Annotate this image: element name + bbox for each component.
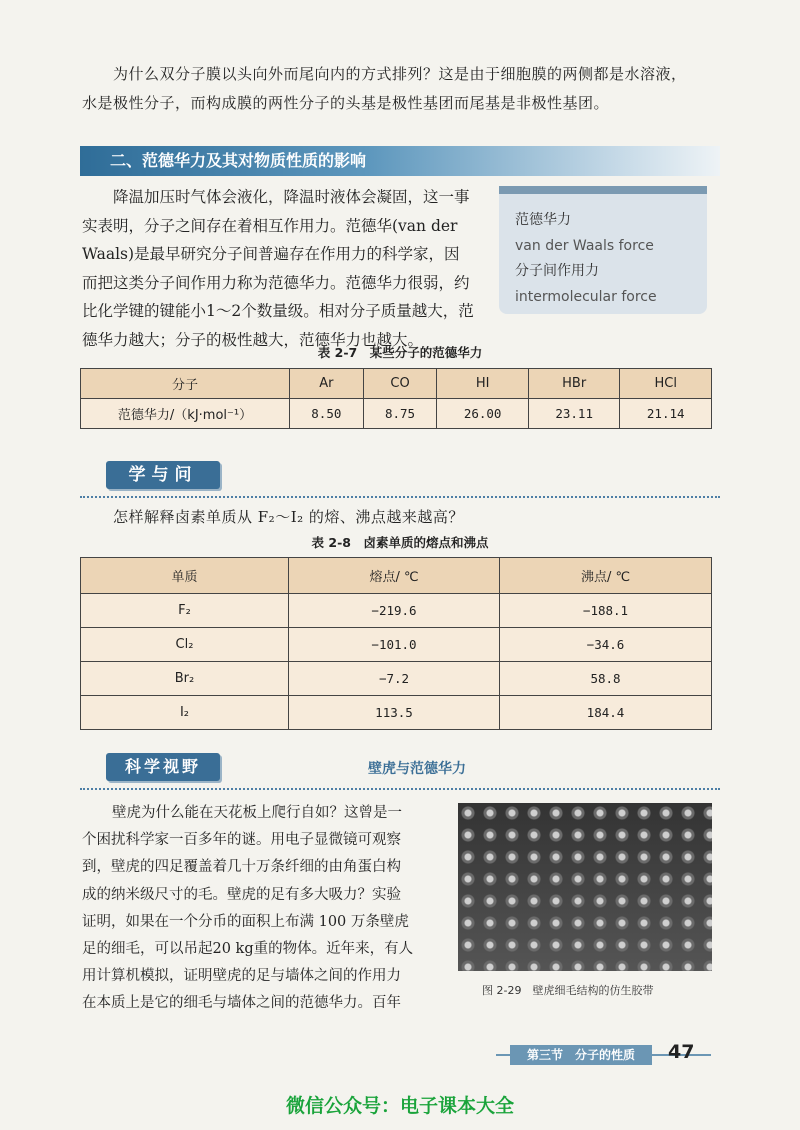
table-row-label: F₂ xyxy=(81,594,289,628)
glossary-term-zh: 分子间作用力 xyxy=(515,263,599,279)
table-cell: 58.8 xyxy=(500,662,712,696)
table-cell: −34.6 xyxy=(500,628,712,662)
science-para-line: 到，壁虎的四足覆盖着几十万条纤细的由角蛋白构 xyxy=(82,859,401,876)
table-cell: 21.14 xyxy=(620,399,712,429)
table-cell: −219.6 xyxy=(289,594,500,628)
section-heading: 二、范德华力及其对物质性质的影响 xyxy=(80,146,720,176)
science-para-line: 证明，如果在一个分币的面积上布满 100 万条壁虎 xyxy=(82,913,409,930)
section-para-line: 实表明，分子之间存在着相互作用力。范德华(van der xyxy=(82,216,458,235)
table-header-cell: Ar xyxy=(290,369,364,399)
science-para-line: 足的细毛，可以吊起20 kg重的物体。近年来，有人 xyxy=(82,941,414,958)
table-header-cell: 熔点/ ℃ xyxy=(289,558,500,594)
table-header-cell: HCl xyxy=(620,369,712,399)
table-cell: 26.00 xyxy=(437,399,529,429)
table-row-label: I₂ xyxy=(81,696,289,730)
table-cell: −188.1 xyxy=(500,594,712,628)
footer-section-label: 第三节 分子的性质 xyxy=(510,1045,652,1065)
table-header-cell: 单质 xyxy=(81,558,289,594)
section-para-line: Waals)是最早研究分子间普遍存在作用力的科学家，因 xyxy=(82,245,460,263)
table-cell: 8.50 xyxy=(290,399,364,429)
science-para-line: 在本质上是它的细毛与墙体之间的范德华力。百年 xyxy=(82,995,401,1012)
table-cell: 8.75 xyxy=(363,399,437,429)
table-header-cell: HI xyxy=(437,369,529,399)
intro-line-1: 为什么双分子膜以头向外而尾向内的方式排列？这是由于细胞膜的两侧都是水溶液， xyxy=(113,65,687,83)
table-header-cell: HBr xyxy=(528,369,620,399)
section-paragraph xyxy=(82,183,496,354)
table-header-cell: 沸点/ ℃ xyxy=(500,558,712,594)
science-paragraph xyxy=(82,800,452,1018)
science-badge: 科学视野 xyxy=(106,753,220,781)
glossary-term-en: van der Waals force xyxy=(515,237,654,254)
table-row-label: Br₂ xyxy=(81,662,289,696)
table-cell: 113.5 xyxy=(289,696,500,730)
table-2-7 xyxy=(80,368,712,429)
table-cell: 184.4 xyxy=(500,696,712,730)
glossary-box xyxy=(499,186,707,314)
science-para-line: 用计算机模拟，证明壁虎的足与墙体之间的作用力 xyxy=(82,968,401,985)
science-para-line: 壁虎为什么能在天花板上爬行自如？这曾是一 xyxy=(112,805,402,821)
table-header-cell: CO xyxy=(363,369,437,399)
table-2-8 xyxy=(80,557,712,730)
section-para-line: 德华力越大；分子的极性越大，范德华力也越大。 xyxy=(82,330,424,349)
section-para-line: 比化学键的键能小1～2个数量级。相对分子质量越大，范 xyxy=(82,302,474,320)
table-row-label: 范德华力/（kJ·mol⁻¹） xyxy=(81,399,290,429)
table-cell: −7.2 xyxy=(289,662,500,696)
study-badge: 学与问 xyxy=(106,461,220,489)
table-cell: −101.0 xyxy=(289,628,500,662)
table-header-cell: 分子 xyxy=(81,369,290,399)
study-question: 怎样解释卤素单质从 F₂～I₂ 的熔、沸点越来越高？ xyxy=(113,508,464,526)
table-2-7-caption: 表 2-7 某些分子的范德华力 xyxy=(317,345,483,360)
watermark-text: 微信公众号：电子课本大全 xyxy=(285,1095,514,1117)
table-cell: 23.11 xyxy=(528,399,620,429)
glossary-term-zh: 范德华力 xyxy=(515,212,571,228)
study-divider xyxy=(80,496,720,498)
table-row-label: Cl₂ xyxy=(81,628,289,662)
figure-caption: 图 2-29 壁虎细毛结构的仿生胶带 xyxy=(482,984,654,997)
science-title: 壁虎与范德华力 xyxy=(368,761,466,777)
table-2-8-caption: 表 2-8 卤素单质的熔点和沸点 xyxy=(311,535,489,550)
page-number: 47 xyxy=(668,1041,695,1063)
section-para-line: 降温加压时气体会液化，降温时液体会凝固，这一事 xyxy=(113,188,470,206)
section-para-line: 而把这类分子间作用力称为范德华力。范德华力很弱，约 xyxy=(82,273,470,292)
intro-line-2: 水是极性分子，而构成膜的两性分子的头基是极性基团而尾基是非极性基团。 xyxy=(82,94,610,112)
science-para-line: 个困扰科学家一百多年的谜。用电子显微镜可观察 xyxy=(82,832,401,849)
gecko-tape-photo xyxy=(458,803,712,971)
glossary-term-en: intermolecular force xyxy=(515,288,657,305)
science-divider xyxy=(80,788,720,790)
science-para-line: 成的纳米级尺寸的毛。壁虎的足有多大吸力？实验 xyxy=(82,886,401,903)
